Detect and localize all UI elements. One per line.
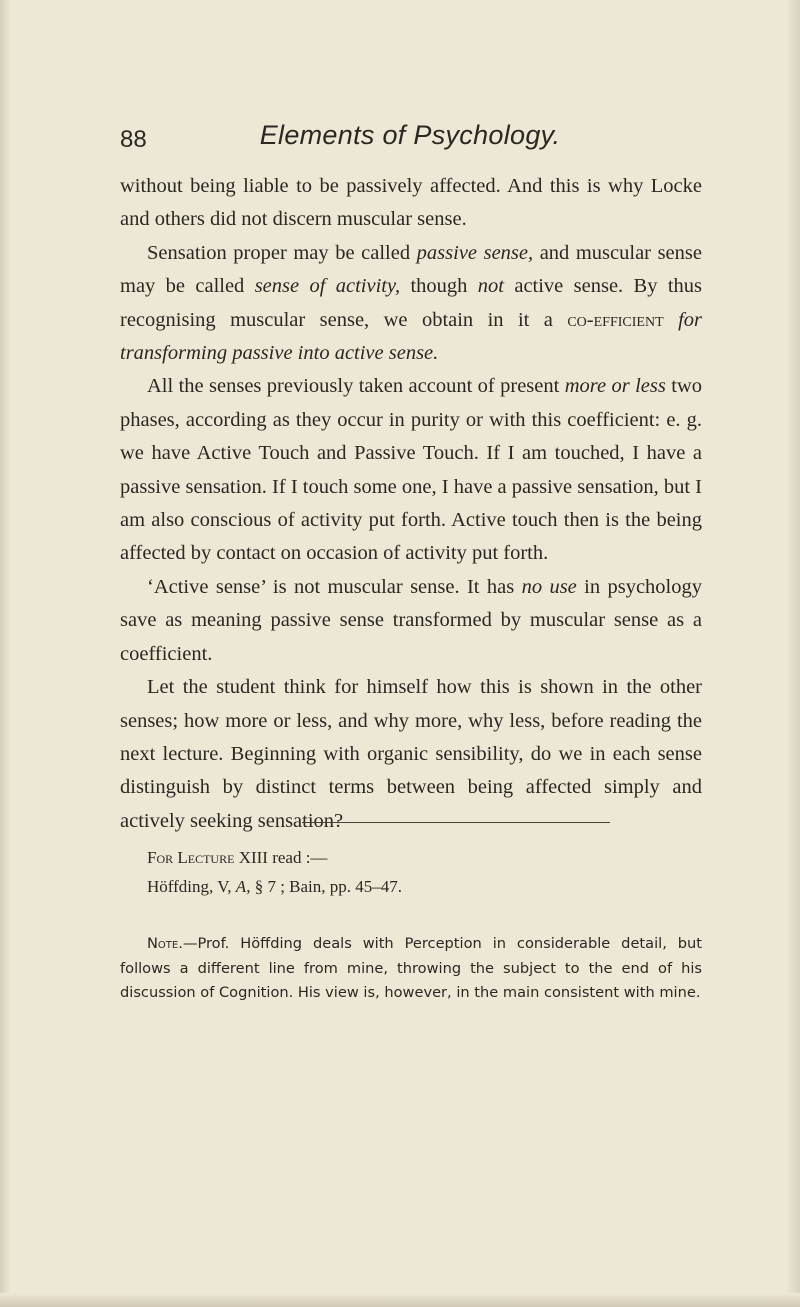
text-run: two phases, according as they occur in purity or with this coefficient: e. g. we have Active Touch and Passive Touch. If I am touched, I have a passive sensation. If I touch some one, I have a passive sensation, but I am also conscious of activity put forth. Active touch then is the being affected by contact on occasion of activity put forth. [120, 375, 703, 565]
italic-run: passive sense, [416, 241, 534, 264]
text-run: Höffding, V, [147, 877, 236, 896]
reference-citation [120, 872, 702, 901]
text-run: , § 7 ; Bain, pp. 45–47. [246, 877, 403, 896]
paragraph-1-text: without being liable to be passively affected. And this is why Locke and others did not discern muscular sense. [120, 175, 702, 231]
small-caps-run: co-efficient [567, 308, 664, 331]
paragraph-1 [120, 170, 702, 237]
page-header [120, 120, 700, 160]
reference-lead [120, 843, 702, 872]
note-text: —Prof. Höffding deals with Perception in considerable detail, but follows a different line from mine, throwing the subject to the end of his discussion of Cognition. His view is, however, in the main consistent with mine. [120, 935, 702, 1001]
text-run: though [400, 275, 478, 298]
paragraph-4 [120, 571, 702, 671]
footnote [120, 932, 702, 1006]
paragraph-3 [120, 370, 702, 570]
small-caps-run: For Lecture [147, 848, 235, 867]
note-paragraph [120, 932, 702, 1006]
text-run: Let the student think for himself how this is shown in the other senses; how more or less, and why more, why less, before reading the next lecture. Beginning with organic sensibility, do we in each sense distinguish by distinct terms between being affected simply and actively seeking sensation? [120, 676, 702, 832]
running-title: Elements of Psychology. [259, 120, 561, 150]
note-label: Note. [147, 935, 183, 952]
italic-run: no use [521, 575, 577, 598]
paragraph-2 [120, 237, 702, 371]
italic-run: A [235, 877, 247, 896]
section-divider [302, 822, 610, 823]
italic-run: sense of activity, [254, 275, 401, 298]
text-run: and muscular sense may be called [120, 241, 702, 298]
italic-run: not [477, 275, 504, 298]
paragraph-5 [120, 671, 702, 838]
body-text [120, 170, 702, 838]
page-left-edge [0, 0, 10, 1307]
page-right-edge [786, 0, 800, 1307]
italic-run: more or less [564, 375, 666, 398]
text-run [664, 309, 678, 331]
reading-references [120, 843, 702, 901]
text-run: in psychology save as meaning passive sense transformed by muscular sense as a coefficient. [120, 575, 702, 665]
text-run: Sensation proper may be called [147, 241, 417, 264]
text-run: ‘Active sense’ is not muscular sense. It has [147, 575, 522, 598]
italic-run: for transforming passive into active sense. [120, 308, 702, 365]
page-bottom-edge [0, 1293, 800, 1307]
text-run: active sense. By thus recognising muscular sense, we obtain in it a [120, 275, 703, 331]
text-run: XIII read :— [234, 848, 328, 867]
text-run: All the senses previously taken account of present [147, 375, 565, 398]
page-number: 88 [120, 126, 147, 153]
